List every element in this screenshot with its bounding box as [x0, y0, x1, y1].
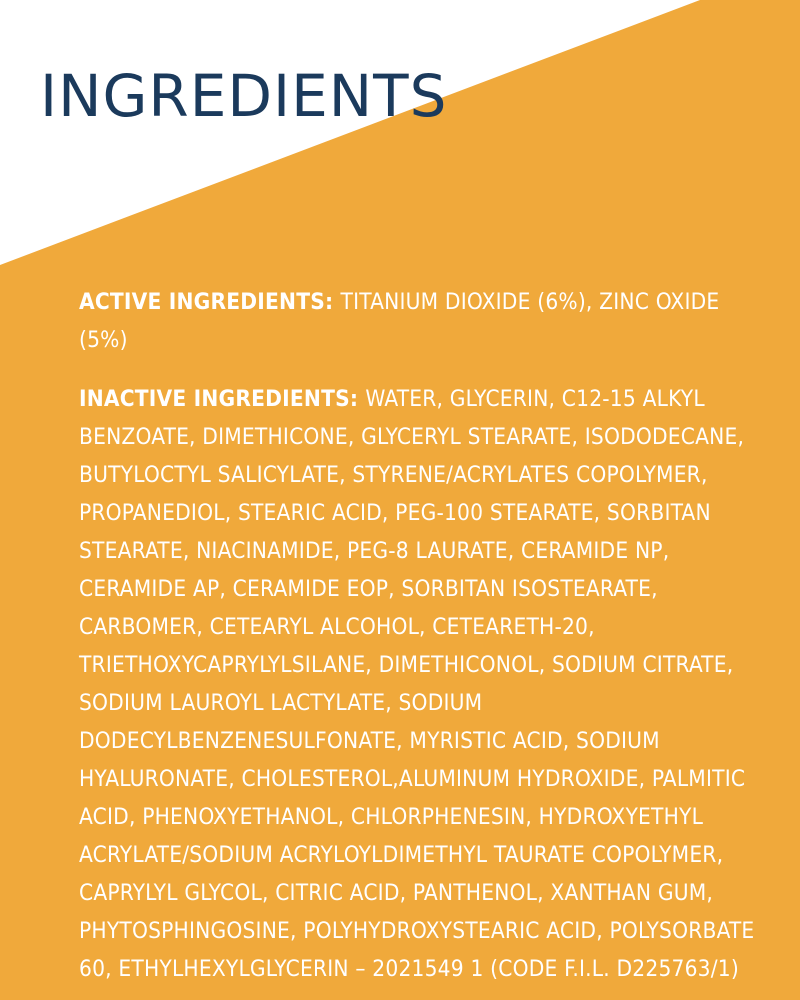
inactive-ingredients-text: WATER, GLYCERIN, C12-15 ALKYL BENZOATE, DIMETHICONE, GLYCERYL STEARATE, ISODODECANE, BUTYLOCTYL SALICYLATE, STYRENE/ACRYLATES COPOLYMER, PROPANEDIOL, STEARIC ACID, PEG-100 STEARATE, SORBITAN STEARATE, NIACINAMIDE, PEG-8 LAURATE, CERAMIDE NP, CERAMIDE AP, CERAMIDE EOP, SORBITAN ISOSTEARATE, CARBOMER, CETEARYL ALCOHOL, CETEARETH-20, TRIETHOXYCAPRYLYLSILANE, DIMETHICONOL, SODIUM CITRATE, SODIUM LAUROYL LACTYLATE, SODIUM DODECYLBENZENESULFONATE, MYRISTIC ACID, SODIUM HYALURONATE, CHOLESTEROL,ALUMINUM HYDROXIDE, PALMITIC ACID, PHENOXYETHANOL, CHLORPHENESIN, HYDROXYETHYL ACRYLATE/SODIUM ACRYLOYLDIMETHYL TAURATE COPOLYMER, CAPRYLYL GLYCOL, CITRIC ACID, PANTHENOL, XANTHAN GUM, PHYTOSPHINGOSINE, POLYHYDROXYSTEARIC ACID, POLYSORBATE 60, ETHYLHEXYLGLYCERIN – 2021549 1 (CODE F.I.L. D225763/1) [79, 386, 755, 982]
page-title: INGREDIENTS [40, 61, 448, 130]
active-ingredients-text: TITANIUM DIOXIDE (6%), ZINC OXIDE (5%) [79, 289, 720, 353]
inactive-ingredients-label: INACTIVE INGREDIENTS: [79, 386, 366, 412]
inactive-ingredients-paragraph [79, 380, 769, 988]
active-ingredients-label: ACTIVE INGREDIENTS: [79, 289, 341, 315]
ingredients-content [79, 283, 769, 988]
active-ingredients-paragraph [79, 283, 769, 359]
